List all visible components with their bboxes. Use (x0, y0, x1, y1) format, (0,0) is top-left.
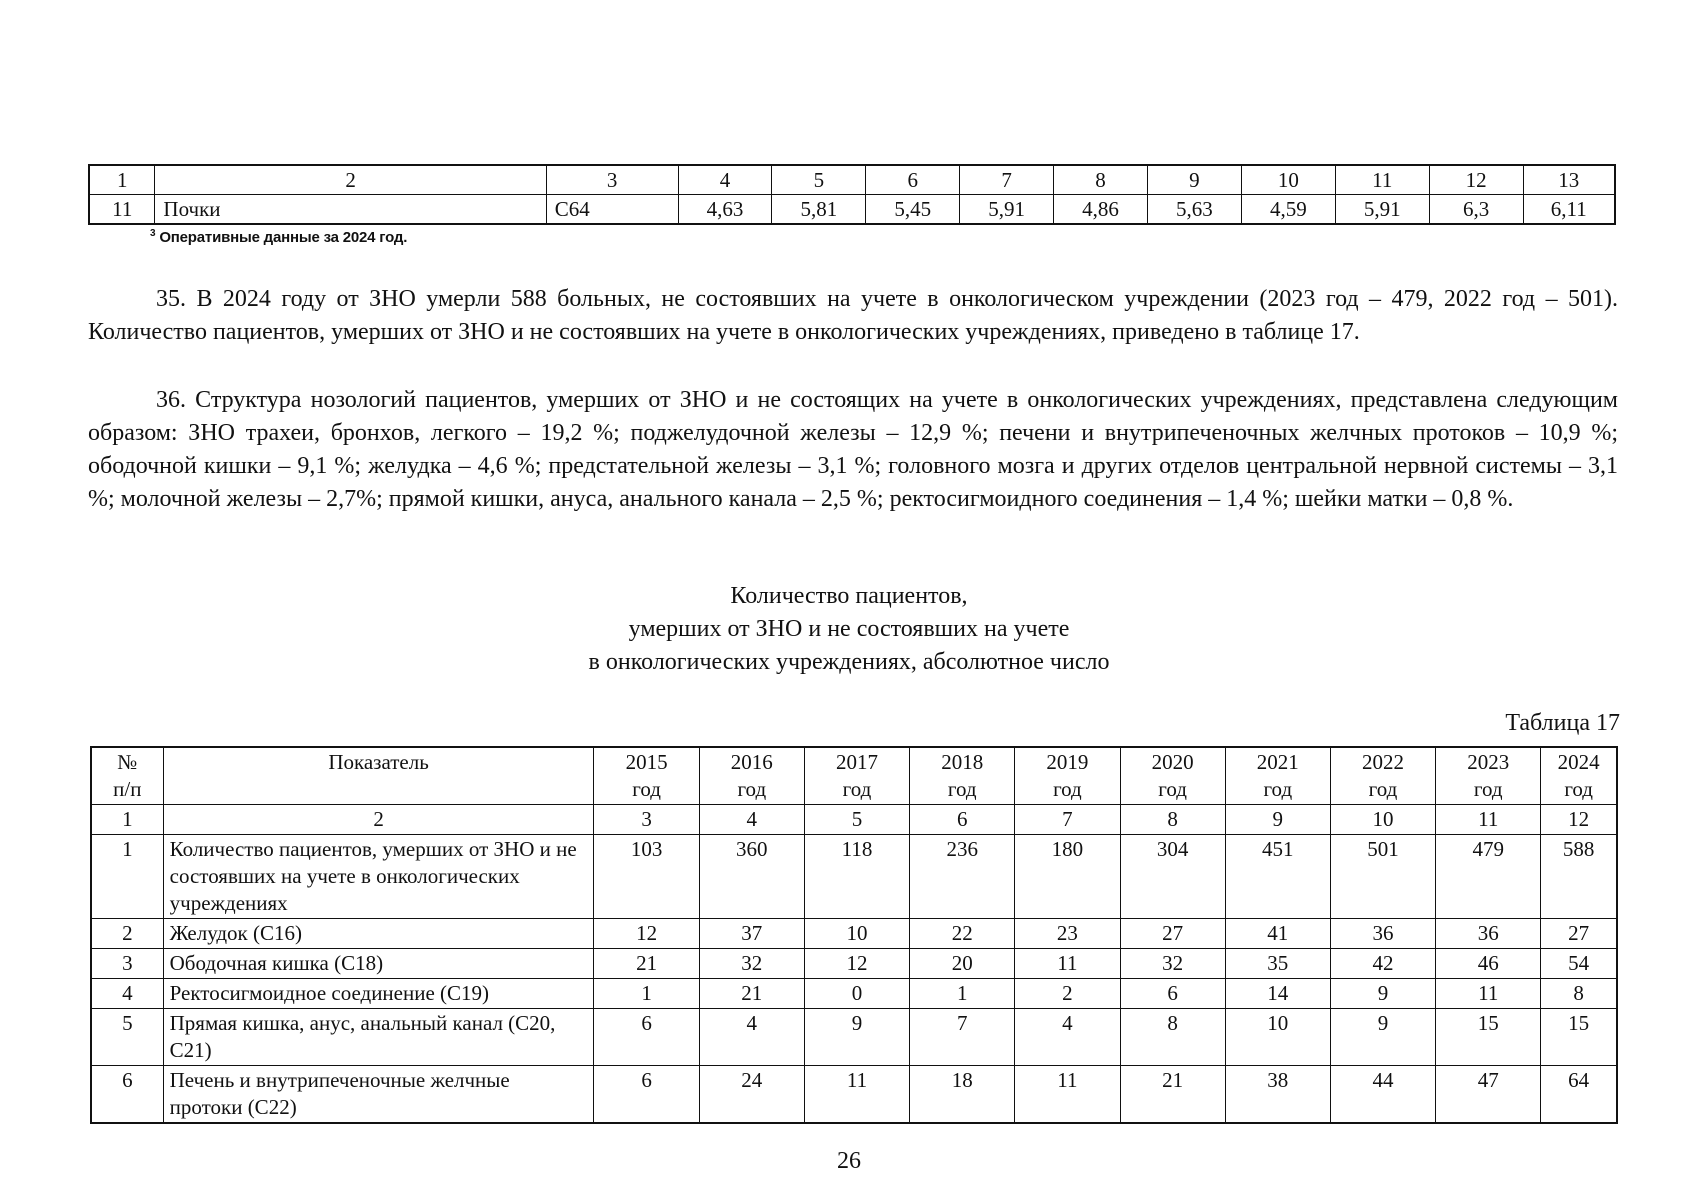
table-cell: 7 (910, 1009, 1015, 1066)
table-cell: 42 (1330, 949, 1435, 979)
footnote (150, 228, 407, 246)
table-cell: 11 (1436, 979, 1541, 1009)
table-cell: 22 (910, 919, 1015, 949)
table-cell: 10 (804, 919, 909, 949)
table-cell: 41 (1225, 919, 1330, 949)
table-cell: 21 (594, 949, 699, 979)
table-cell: 4 (699, 1009, 804, 1066)
table-cell: 451 (1225, 835, 1330, 919)
header-year: 2019 год (1015, 747, 1120, 805)
column-index: 5 (772, 165, 866, 195)
column-index: 12 (1429, 165, 1523, 195)
table-cell: 11 (1015, 949, 1120, 979)
table-cell: 6,11 (1523, 195, 1615, 225)
column-index: 13 (1523, 165, 1615, 195)
page-number: 26 (837, 1148, 861, 1174)
column-index: 3 (546, 165, 678, 195)
continued-table (88, 164, 1616, 225)
continued-table-header-row (89, 165, 1615, 195)
row-label: Желудок (С16) (163, 919, 594, 949)
row-number: 3 (91, 949, 163, 979)
table-cell: 5,63 (1147, 195, 1241, 225)
table-cell: 304 (1120, 835, 1225, 919)
table-number: Таблица 17 (1505, 710, 1620, 736)
column-index: 5 (804, 805, 909, 835)
column-index: 10 (1330, 805, 1435, 835)
row-number: 6 (91, 1066, 163, 1124)
column-index: 11 (1335, 165, 1429, 195)
table-cell: 54 (1541, 949, 1617, 979)
table-header-row (91, 747, 1617, 805)
table-title-line: в онкологических учреждениях, абсолютное число (588, 649, 1110, 675)
table-cell: 38 (1225, 1066, 1330, 1124)
table-17 (90, 746, 1618, 1124)
header-year: 2018 год (910, 747, 1015, 805)
table-cell: 12 (594, 919, 699, 949)
column-index: 10 (1241, 165, 1335, 195)
table-cell: 8 (1120, 1009, 1225, 1066)
table-row (91, 1009, 1617, 1066)
paragraph-36: 36. Структура нозологий пациентов, умерших от ЗНО и не состоящих на учете в онкологических учреждениях, представлена следующим образом: ЗНО трахеи, бронхов, легкого – 19,2 %; поджелудочной железы – 12,9 %; печени и внутрипеченочных желчных протоков – 10,9 %; ободочной кишки – 9,1 %; желудка – 4,6 %; предстательной железы – 3,1 %; головного мозга и других отделов центральной нервной системы – 3,1 %; молочной железы – 2,7%; прямой кишки, ануса, анального канала – 2,5 %; ректосигмоидного соединения – 1,4 %; шейки матки – 0,8 %. (88, 387, 1618, 512)
row-number: 5 (91, 1009, 163, 1066)
column-index: 7 (960, 165, 1054, 195)
table-cell: 4,86 (1054, 195, 1148, 225)
header-year: 2021 год (1225, 747, 1330, 805)
table-cell: 1 (594, 979, 699, 1009)
table-cell: 11 (1015, 1066, 1120, 1124)
table-cell: 23 (1015, 919, 1120, 949)
table-cell: 6 (1120, 979, 1225, 1009)
table-cell: 27 (1120, 919, 1225, 949)
table-cell: 47 (1436, 1066, 1541, 1124)
table-cell: 4,59 (1241, 195, 1335, 225)
table-cell: 9 (1330, 979, 1435, 1009)
row-number: 4 (91, 979, 163, 1009)
table-cell: 21 (699, 979, 804, 1009)
table-cell: 24 (699, 1066, 804, 1124)
row-number: 2 (91, 919, 163, 949)
table-cell: 180 (1015, 835, 1120, 919)
paragraph-35: 35. В 2024 году от ЗНО умерли 588 больных, не состоявших на учете в онкологическом учреждении (2023 год – 479, 2022 год – 501). Количество пациентов, умерших от ЗНО и не состоявших на учете в онкологических учреждениях, приведено в таблице 17. (88, 286, 1618, 345)
table-cell: 27 (1541, 919, 1617, 949)
column-index: 4 (699, 805, 804, 835)
column-index: 1 (91, 805, 163, 835)
footnote-text: Оперативные данные за 2024 год. (155, 229, 408, 246)
table-cell: 15 (1436, 1009, 1541, 1066)
table-cell: 5,91 (960, 195, 1054, 225)
table-cell: 32 (699, 949, 804, 979)
table-cell: 236 (910, 835, 1015, 919)
footnote-mark: 3 (150, 228, 156, 239)
header-year: 2024 год (1541, 747, 1617, 805)
table-cell: 9 (1330, 1009, 1435, 1066)
table-cell: 12 (804, 949, 909, 979)
row-label: Ободочная кишка (С18) (163, 949, 594, 979)
table-cell: 64 (1541, 1066, 1617, 1124)
table-cell: 35 (1225, 949, 1330, 979)
row-label: Прямая кишка, анус, анальный канал (С20, С21) (163, 1009, 594, 1066)
column-index: 8 (1054, 165, 1148, 195)
column-index: 8 (1120, 805, 1225, 835)
table-row (91, 979, 1617, 1009)
table-cell: 32 (1120, 949, 1225, 979)
table-cell: 44 (1330, 1066, 1435, 1124)
column-index: 2 (155, 165, 546, 195)
row-label: Ректосигмоидное соединение (С19) (163, 979, 594, 1009)
table-cell: 36 (1436, 919, 1541, 949)
table-row (91, 1066, 1617, 1124)
column-index: 6 (910, 805, 1015, 835)
header-number: № п/п (91, 747, 163, 805)
table-title-line: умерших от ЗНО и не состоявших на учете (628, 616, 1070, 642)
header-year: 2015 год (594, 747, 699, 805)
table-cell: 9 (804, 1009, 909, 1066)
table-row (89, 195, 1615, 225)
table-row (91, 919, 1617, 949)
header-year: 2016 год (699, 747, 804, 805)
column-index: 12 (1541, 805, 1617, 835)
row-number: 1 (91, 835, 163, 919)
table-cell: 103 (594, 835, 699, 919)
column-index: 9 (1147, 165, 1241, 195)
table-cell: 37 (699, 919, 804, 949)
column-index: 2 (163, 805, 594, 835)
row-label: Почки (155, 195, 546, 225)
table-row (91, 835, 1617, 919)
column-index: 3 (594, 805, 699, 835)
table-cell: 5,91 (1335, 195, 1429, 225)
row-number: 11 (89, 195, 155, 225)
table-cell: 36 (1330, 919, 1435, 949)
table-cell: 5,81 (772, 195, 866, 225)
column-index: 1 (89, 165, 155, 195)
icd-code: С64 (546, 195, 678, 225)
table-body (91, 835, 1617, 1124)
table-cell: 4 (1015, 1009, 1120, 1066)
table-cell: 4,63 (678, 195, 772, 225)
table-cell: 6 (594, 1066, 699, 1124)
table-cell: 15 (1541, 1009, 1617, 1066)
table-cell: 20 (910, 949, 1015, 979)
column-index: 4 (678, 165, 772, 195)
table-cell: 360 (699, 835, 804, 919)
table-row (91, 949, 1617, 979)
table-cell: 46 (1436, 949, 1541, 979)
table-cell: 5,45 (866, 195, 960, 225)
table-cell: 501 (1330, 835, 1435, 919)
table-title (0, 580, 1698, 679)
column-index: 6 (866, 165, 960, 195)
table-cell: 18 (910, 1066, 1015, 1124)
header-year: 2020 год (1120, 747, 1225, 805)
column-index: 11 (1436, 805, 1541, 835)
table-cell: 6 (594, 1009, 699, 1066)
table-cell: 11 (804, 1066, 909, 1124)
table-cell: 118 (804, 835, 909, 919)
table-cell: 2 (1015, 979, 1120, 1009)
column-index: 9 (1225, 805, 1330, 835)
table-cell: 8 (1541, 979, 1617, 1009)
table-title-line: Количество пациентов, (730, 583, 968, 609)
header-indicator: Показатель (163, 747, 594, 805)
table-cell: 479 (1436, 835, 1541, 919)
row-label: Печень и внутрипеченочные желчные протоки (С22) (163, 1066, 594, 1124)
header-year: 2023 год (1436, 747, 1541, 805)
table-cell: 14 (1225, 979, 1330, 1009)
header-year: 2022 год (1330, 747, 1435, 805)
table-cell: 6,3 (1429, 195, 1523, 225)
table-cell: 588 (1541, 835, 1617, 919)
column-index-row (91, 805, 1617, 835)
table-cell: 0 (804, 979, 909, 1009)
table-cell: 10 (1225, 1009, 1330, 1066)
row-label: Количество пациентов, умерших от ЗНО и не состоявших на учете в онкологических учреждениях (163, 835, 594, 919)
header-year: 2017 год (804, 747, 909, 805)
table-cell: 1 (910, 979, 1015, 1009)
table-cell: 21 (1120, 1066, 1225, 1124)
column-index: 7 (1015, 805, 1120, 835)
